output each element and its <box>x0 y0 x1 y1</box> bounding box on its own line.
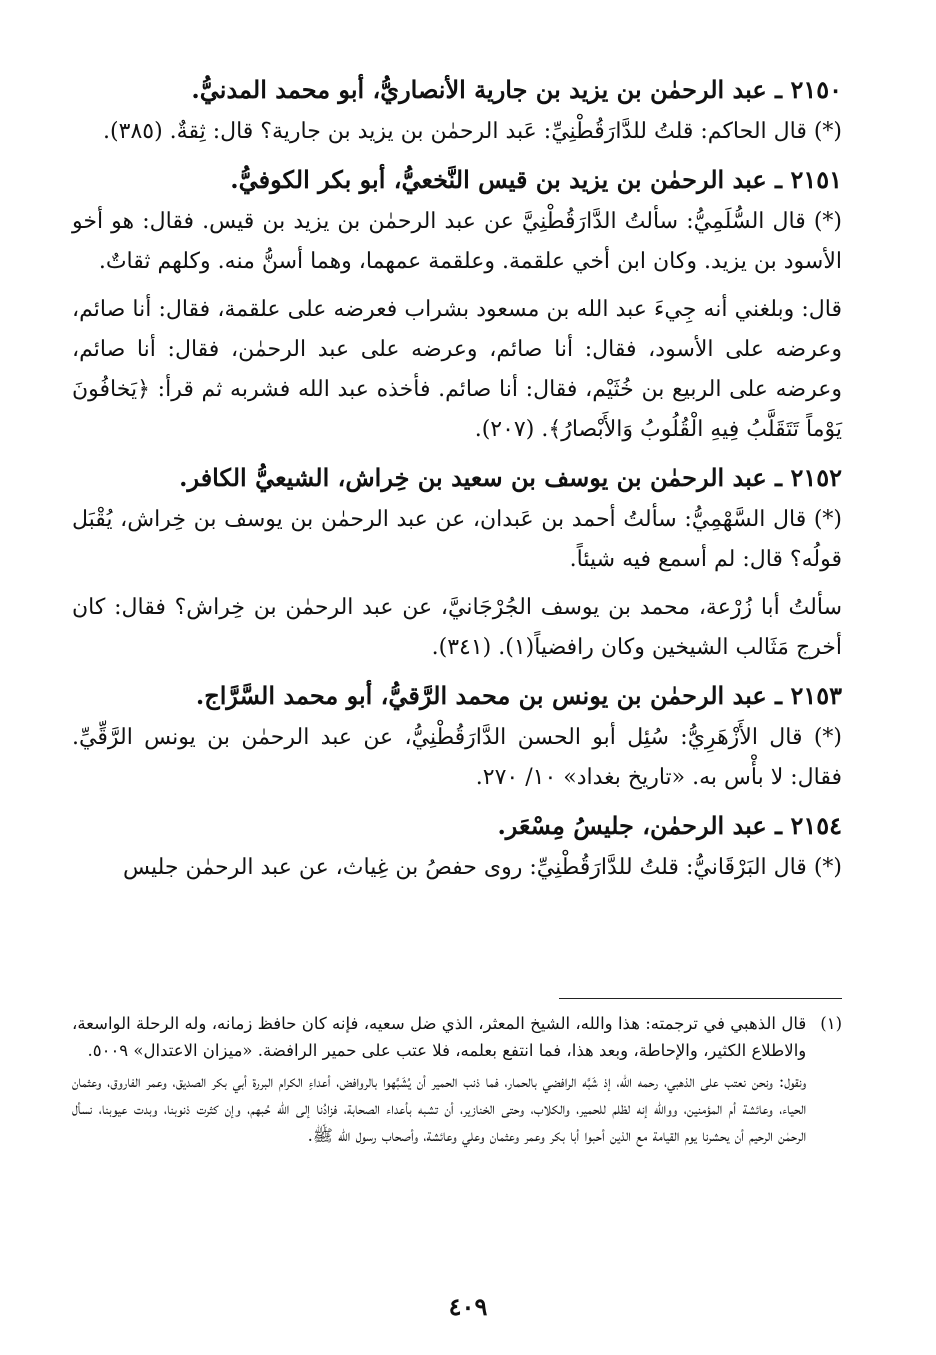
footnotes <box>72 1010 842 1153</box>
entry-title: ٢١٥١ ـ عبد الرحمٰن بن يزيد بن قيس النَّخعيُّ، أبو بكر الكوفيُّ. <box>230 165 842 194</box>
entry-paragraph: (*) قال البَرْقَانيُّ: قلتُ للدَّارَقُطْنِيِّ: روى حفصُ بن غِياث، عن عبد الرحمٰن جليس <box>122 855 842 880</box>
footnote <box>72 1010 842 1153</box>
entry-title: ٢١٥٢ ـ عبد الرحمٰن بن يوسف بن سعيد بن خِراش، الشيعيُّ الكافر. <box>179 463 842 492</box>
main-text <box>72 70 842 896</box>
footnote-body <box>72 1010 806 1153</box>
entry-title: ٢١٥٤ ـ عبد الرحمٰن، جليسُ مِسْعَر. <box>497 811 842 840</box>
entry-paragraph: (*) قال السَّهْمِيُّ: سألتُ أحمد بن عَبدان، عن عبد الرحمٰن بن يوسف بن خِراش، يُقْبَل قولُه؟ قال: لم أسمع فيه شيئاً. <box>72 507 842 572</box>
entry-paragraph: (*) قال الأَزْهَرِيُّ: سُئِل أبو الحسن الدَّارَقُطْنِيُّ، عن عبد الرحمٰن بن يونس الرَّقِّيِّ. فقال: لا بأْس به. «تاريخ بغداد» ١٠/ ٢٧٠. <box>72 725 842 790</box>
entry-2152 <box>72 458 842 668</box>
page-number: ٤٠٩ <box>448 1292 488 1321</box>
entry-2154 <box>72 806 842 888</box>
entry-2150 <box>72 70 842 152</box>
footnote-paragraph: ونقول: ونحن نعتب على الذهبي، رحمه الله، إذ شَبَّه الرافضي بالحمار، فما ذنب الحمير أن يُشَبَّهوا بالروافض، أعداءِ الكرام البررة أبي بكر الصديق، وعمر الفاروق، وعثمان الحياء، وعائشة أم المؤمنين، ووالله إنه لظلم للحمير، والكلاب، وحتى الخنازير، أن تشبه بأعداء الصحابة، فزادُنا إلى الله حُبهم، وإن كثرت ذنوبنا، وبدت عيوبنا، نسأل الرحمٰن الرحيم أن يحشرنا يوم القيامة مع الذين أحبوا أبا بكر وعمر وعثمان وعلي وعائشة، وأصحاب رسول الله ﷺ. <box>72 1072 807 1145</box>
footnote-separator <box>559 998 842 999</box>
entry-2153 <box>72 676 842 798</box>
footnote-number: (١) <box>820 1014 842 1033</box>
entry-title: ٢١٥٣ ـ عبد الرحمٰن بن يونس بن محمد الرَّقيُّ، أبو محمد السَّرَّاج. <box>195 681 842 710</box>
entry-paragraph: قال: وبلغني أنه جِيءَ عبد الله بن مسعود بشراب فعرضه على علقمة، فقال: أنا صائم، وعرضه على الأسود، فقال: أنا صائم، وعرضه على عبد الرحمٰن، فقال: أنا صائم، وعرضه على الربيع بن خُثَيْم، فقال: أنا صائم. فأخذه عبد الله فشربه ثم قرأ: ﴿يَخافُونَ يَوْماً تَتَقَلَّبُ فِيهِ الْقُلُوبُ وَالأَبْصارُ﴾. (٢٠٧). <box>72 297 842 442</box>
entry-paragraph: سألتُ أبا زُرْعة، محمد بن يوسف الجُرْجَانيَّ، عن عبد الرحمٰن بن خِراش؟ فقال: كان أخرج مَثَالب الشيخين وكان رافضياً(١). (٣٤١). <box>72 595 842 660</box>
entry-2151 <box>72 160 842 450</box>
entry-title: ٢١٥٠ ـ عبد الرحمٰن بن يزيد بن جارية الأنصاريُّ، أبو محمد المدنيُّ. <box>191 75 842 104</box>
entry-paragraph: (*) قال الحاكم: قلتُ للدَّارَقُطْنِيِّ: عَبد الرحمٰن بن يزيد بن جارية؟ قال: ثِقةٌ. (٣٨٥). <box>103 119 842 144</box>
footnote-paragraph: قال الذهبي في ترجمته: هذا والله، الشيخ المعثر، الذي ضل سعيه، فإنه كان حافظ زمانه، وله الرحلة الواسعة، والاطلاع الكثير، والإحاطة، وبعد هذا، فما انتفع بعلمه، فلا عتب على حمير الرافضة. «ميزان الاعتدال» ٥٠٠٩. <box>72 1014 807 1060</box>
entry-paragraph: (*) قال السُّلَمِيُّ: سألتُ الدَّارَقُطْنِيَّ عن عبد الرحمٰن بن يزيد بن قيس. فقال: هو أخو الأسود بن يزيد. وكان ابن أخي علقمة. وعلقمة عمهما، وهما أسنُّ منه. وكلهم ثقاتٌ. <box>72 209 842 274</box>
